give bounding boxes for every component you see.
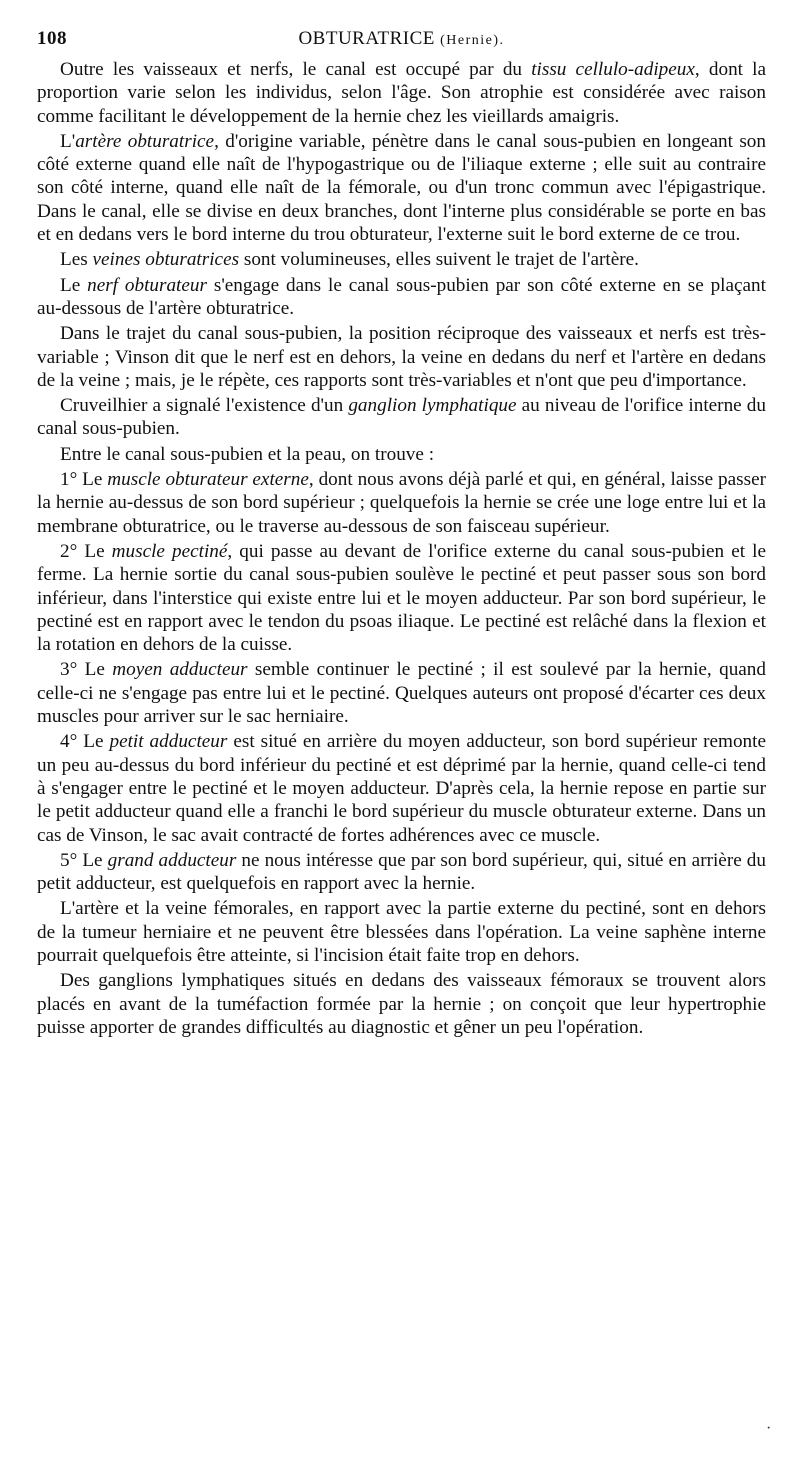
italic-term: tissu cellulo-adipeux <box>531 59 695 80</box>
running-title-main: OBTURATRICE <box>298 28 435 49</box>
text-run: Cruveilhier a signalé l'existence d'un <box>60 395 349 417</box>
running-title-sub: (Hernie). <box>440 33 505 48</box>
text-run: , dont la proportion varie selon les individus, selon l'âge. Son atrophie est considérée avec raison comme facilitant le développement de la hernie chez les vieillards amaigris. <box>37 59 767 127</box>
text-run: Outre les vaisseaux et nerfs, le canal est occupé par du <box>60 59 532 80</box>
italic-term: grand adducteur <box>107 849 237 871</box>
text-run: au niveau de l'orifice interne du canal sous-pubien. <box>37 395 766 440</box>
paragraph <box>37 58 766 128</box>
text-run: 5° Le <box>60 849 108 871</box>
italic-term: muscle obturateur externe <box>107 469 309 491</box>
italic-term: petit adducteur <box>109 731 228 753</box>
text-run: Des ganglions lymphatiques situés en dedans des vaisseaux fémoraux se trouvent alors placés en avant de la tuméfaction formée par la hernie ; on conçoit que leur hypertrophie puisse apporter de grandes difficultés au diagnostic et gêner un peu l'opération. <box>37 970 766 1038</box>
text-run: 2° Le <box>60 540 112 562</box>
text-run: Les <box>60 249 93 271</box>
page-number: 108 <box>37 28 67 49</box>
text-run: , qui passe au devant de l'orifice externe du canal sous-pubien et le ferme. La hernie sortie du canal sous-pubien soulève le pectiné et peut passer sous son bord inférieur, dans l'interstice qui existe entre lui et le moyen adducteur. Par son bord supérieur, le pectiné est en rapport avec le tendon du psoas iliaque. Le pectiné est relâché dans la flexion et la rotation en dehors de la cuisse. <box>37 540 766 656</box>
text-run: semble continuer le pectiné ; il est soulevé par la hernie, quand celle-ci ne s'engage pas entre lui et le pectiné. Quelques auteurs ont proposé d'écarter ces deux muscles pour arriver sur le sac herniaire. <box>37 659 766 728</box>
paragraph <box>37 730 766 846</box>
text-run: sont volumineuses, elles suivent le trajet de l'artère. <box>239 249 639 271</box>
text-run: s'engage dans le canal sous-pubien par son côté externe en se plaçant au-dessous de l'artère obturatrice. <box>37 274 766 319</box>
text-run: L'artère et la veine fémorales, en rapport avec la partie externe du pectiné, sont en dehors de la tumeur herniaire et ne peuvent être blessées dans l'opération. La veine saphène interne pourrait quelquefois être atteinte, si l'incision était faite trop en dehors. <box>37 898 766 966</box>
paragraph <box>37 540 766 656</box>
text-run: Entre le canal sous-pubien et la peau, on trouve : <box>60 443 435 465</box>
italic-term: muscle pectiné <box>111 540 228 562</box>
text-run: ne nous intéresse que par son bord supérieur, qui, situé en arrière du petit adducteur, est quelquefois en rapport avec la hernie. <box>37 849 766 895</box>
paragraph <box>37 658 766 728</box>
italic-term: artère obturatrice <box>75 130 215 152</box>
body-text <box>37 58 766 1039</box>
text-run: , d'origine variable, pénètre dans le canal sous-pubien en longeant son côté externe quand elle naît de l'hypogastrique ou de l'iliaque externe ; elle suit au contraire son côté interne, quand elle naît de la fémorale, ou d'un tronc commun avec l'épigastrique. Dans le canal, elle se divise en deux branches, dont l'interne plus considérable se porte en bas et en dedans vers le bord interne du trou obturateur, l'externe suit le bord externe de ce trou. <box>37 130 766 246</box>
stray-dot: · <box>766 1420 772 1437</box>
text-run: L' <box>60 130 76 152</box>
paragraph <box>37 274 766 321</box>
text-run: 3° Le <box>60 659 113 681</box>
paragraph <box>37 322 766 392</box>
text-run: Dans le trajet du canal sous-pubien, la position réciproque des vaisseaux et nerfs est très-variable ; Vinson dit que le nerf est en dehors, la veine en dedans du nerf et l'artère en dedans de la veine ; mais, je le répète, ces rapports sont très-variables et n'ont que peu d'importance. <box>37 323 766 391</box>
text-run: 4° Le <box>60 731 110 753</box>
text-run: est situé en arrière du moyen adducteur, son bord supérieur remonte un peu au-dessus du bord inférieur du pectiné et est déprimé par la hernie, quand celle-ci tend à s'engager entre le pectiné et le moyen adducteur. D'après cela, la hernie repose en partie sur le petit adducteur quand elle a franchi le bord supérieur du muscle obturateur externe. Dans un cas de Vinson, le sac avait contracté de fortes adhérences avec ce muscle. <box>37 731 766 846</box>
paragraph <box>37 130 766 246</box>
running-head <box>37 28 766 58</box>
running-title <box>37 28 766 50</box>
paragraph <box>37 468 766 538</box>
paragraph <box>37 443 766 466</box>
paragraph <box>37 897 766 967</box>
italic-term: ganglion lymphatique <box>348 395 517 417</box>
italic-term: veines obturatrices <box>92 249 240 271</box>
text-run: Le <box>60 274 88 296</box>
paragraph <box>37 849 766 896</box>
text-run: 1° Le <box>60 469 108 491</box>
text-run: , dont nous avons déjà parlé et qui, en général, laisse passer la hernie au-dessus de son bord supérieur ; quelquefois la hernie se crée une loge entre lui et la membrane obturatrice, ou le traverse au-dessous de son faisceau supérieur. <box>37 469 766 537</box>
paragraph <box>37 248 766 271</box>
italic-term: moyen adducteur <box>112 659 248 681</box>
paragraph <box>37 394 766 441</box>
paragraph <box>37 969 766 1039</box>
italic-term: nerf obturateur <box>87 274 207 296</box>
